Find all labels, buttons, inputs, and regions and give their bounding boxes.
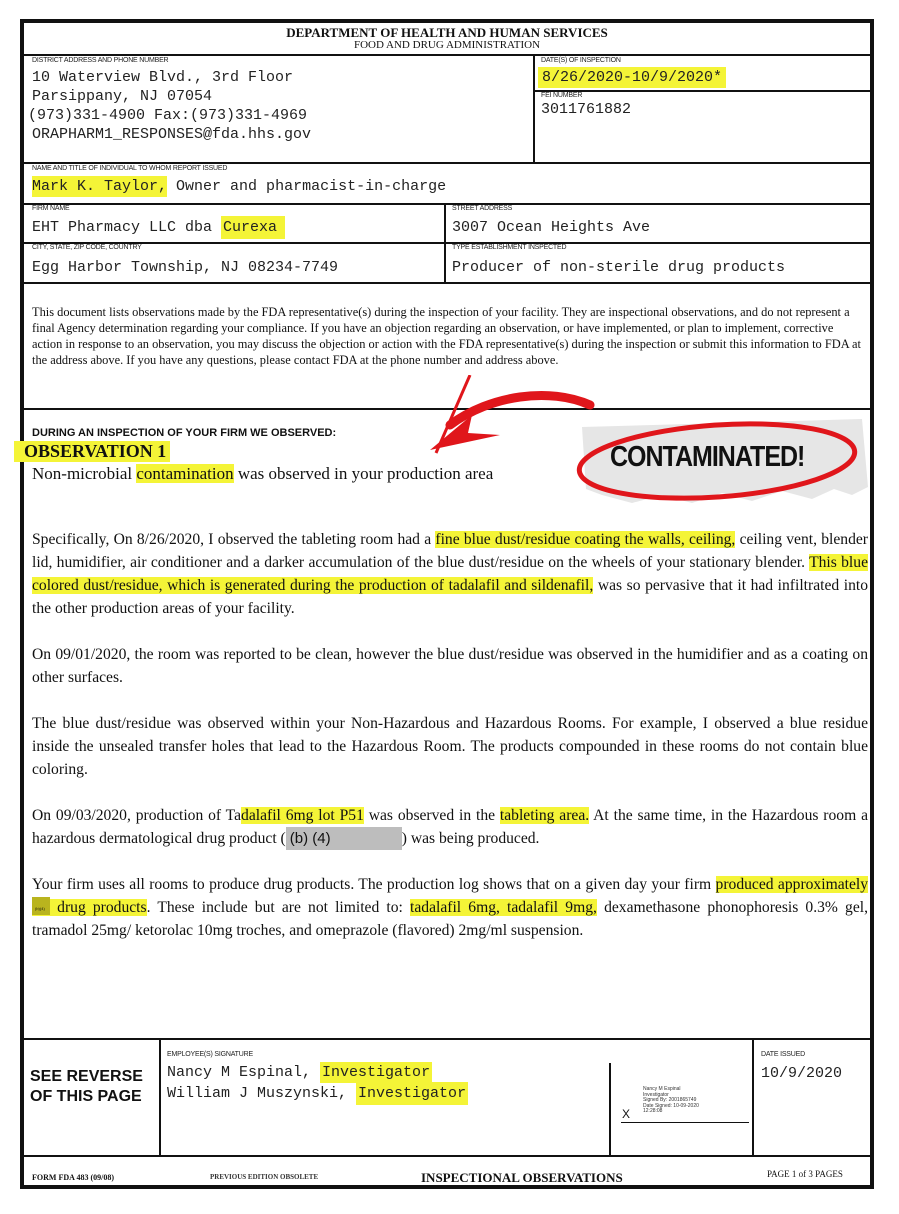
highlight: This blue colored dust/residue, which is generated during the production of tadalafil and sildenafil, bbox=[32, 554, 868, 594]
individual-title: Owner and pharmacist-in-charge bbox=[176, 178, 447, 195]
text: produced approximately bbox=[715, 876, 868, 893]
digital-signature bbox=[643, 1087, 699, 1115]
employee-2 bbox=[167, 1085, 468, 1102]
agency-title: FOOD AND DRUG ADMINISTRATION bbox=[353, 39, 541, 51]
paragraph-4 bbox=[32, 804, 868, 850]
paragraph-5 bbox=[32, 873, 868, 942]
redaction-label: (b)(4) bbox=[35, 906, 45, 911]
department-title: DEPARTMENT OF HEALTH AND HUMAN SERVICES bbox=[286, 25, 608, 40]
divider bbox=[609, 1063, 611, 1155]
footer-title: INSPECTIONAL OBSERVATIONS bbox=[421, 1170, 623, 1185]
page-number: PAGE 1 of 3 PAGES bbox=[767, 1169, 843, 1179]
sig-line: Nancy M Espinal bbox=[643, 1086, 681, 1092]
observation-title: OBSERVATION 1 bbox=[14, 441, 170, 462]
redaction-b4-small bbox=[32, 897, 50, 915]
observed-header: DURING AN INSPECTION OF YOUR FIRM WE OBSERVED: bbox=[32, 427, 337, 439]
text: At the same time, in the Hazardous room a hazardous dermatological drug product ( bbox=[32, 807, 868, 847]
redaction-b4: (b) (4) bbox=[286, 827, 402, 850]
firm-name: EHT Pharmacy LLC dba bbox=[32, 219, 213, 236]
summary-text: was observed in your production area bbox=[237, 464, 494, 483]
date-issued-value: 10/9/2020 bbox=[761, 1065, 843, 1082]
badge-label: CONTAMINATED! bbox=[610, 440, 805, 474]
highlight: tableting area. bbox=[499, 807, 590, 824]
text: Specifically, On 8/26/2020, I observed the tableting room had a bbox=[32, 531, 432, 548]
see-reverse-line: SEE REVERSE bbox=[30, 1068, 143, 1085]
district-line: Parsippany, NJ 07054 bbox=[32, 88, 213, 105]
sig-line: Investigator bbox=[643, 1091, 669, 1098]
individual-line bbox=[32, 178, 446, 195]
sig-line: Date Signed: 10-09-2020 bbox=[643, 1102, 699, 1109]
highlight: fine blue dust/residue coating the walls, ceiling, bbox=[435, 531, 736, 548]
employee-title: Investigator bbox=[356, 1082, 468, 1105]
district-label: DISTRICT ADDRESS AND PHONE NUMBER bbox=[32, 57, 169, 64]
form-number: FORM FDA 483 (09/08) bbox=[32, 1173, 114, 1182]
signature-label: EMPLOYEE(S) SIGNATURE bbox=[167, 1051, 253, 1058]
city-value: Egg Harbor Township, NJ 08234-7749 bbox=[32, 259, 339, 276]
employee-name: William J Muszynski, bbox=[167, 1085, 348, 1102]
divider bbox=[24, 203, 870, 205]
individual-label: NAME AND TITLE OF INDIVIDUAL TO WHOM REPORT ISSUED bbox=[32, 165, 228, 172]
firm-dba: Curexa bbox=[221, 216, 285, 239]
divider bbox=[24, 1038, 870, 1040]
text: was so pervasive that it had infiltrated into the other production areas of your facility. bbox=[32, 577, 868, 617]
inspection-dates-value: 8/26/2020-10/9/2020* bbox=[538, 67, 726, 88]
establishment-value: Producer of non-sterile drug products bbox=[452, 259, 786, 276]
paragraph-3: The blue dust/residue was observed within your Non-Hazardous and Hazardous Rooms. For example, I observed a blue residue inside the unsealed transfer holes that lead to the Hazardous Room. The products compounded in these rooms do not contain blue coloring. bbox=[32, 715, 868, 778]
highlight: tadalafil 6mg, tadalafil 9mg, bbox=[410, 899, 597, 916]
fei-value: 3011761882 bbox=[541, 101, 632, 118]
sig-line: Signed By: 2001865749 bbox=[643, 1097, 697, 1103]
divider bbox=[24, 282, 870, 284]
text: Your firm uses all rooms to produce drug products. The production log shows that on a given day your firm bbox=[32, 876, 712, 893]
text: ) was being produced. bbox=[401, 830, 540, 847]
employee-name: Nancy M Espinal, bbox=[167, 1064, 312, 1081]
employee-1 bbox=[167, 1064, 432, 1081]
summary-text: Non-microbial bbox=[32, 464, 133, 483]
see-reverse-note bbox=[30, 1067, 143, 1107]
signature-x-mark: X bbox=[622, 1107, 631, 1121]
divider bbox=[752, 1038, 754, 1155]
text: drug products bbox=[57, 899, 147, 916]
fei-label: FEI NUMBER bbox=[541, 92, 583, 99]
firm-line bbox=[32, 219, 285, 236]
inspection-dates-label: DATE(S) OF INSPECTION bbox=[541, 57, 621, 64]
divider bbox=[24, 54, 870, 56]
contaminated-badge bbox=[572, 415, 872, 510]
establishment-label: TYPE ESTABLISHMENT INSPECTED bbox=[452, 244, 567, 251]
divider bbox=[24, 1155, 870, 1157]
summary-highlight: contamination bbox=[136, 464, 234, 483]
divider bbox=[24, 162, 870, 164]
firm-label: FIRM NAME bbox=[32, 205, 70, 212]
employee-title: Investigator bbox=[322, 1064, 431, 1081]
text: . These include but are not limited to: bbox=[146, 899, 403, 916]
street-label: STREET ADDRESS bbox=[452, 205, 513, 212]
divider bbox=[159, 1038, 161, 1155]
text: On 09/03/2020, production of Ta bbox=[32, 807, 242, 824]
text: was observed in the bbox=[368, 807, 496, 824]
date-issued-label: DATE ISSUED bbox=[761, 1051, 805, 1058]
divider bbox=[533, 90, 870, 92]
highlight: dalafil 6mg lot P51 bbox=[241, 807, 364, 824]
fda-483-form bbox=[20, 19, 874, 1189]
text: ceiling vent, blender lid, humidifier, air conditioner and a darker accumulation of the blue dust/residue on the wheels of your stationary blender. bbox=[32, 531, 868, 571]
district-line: (973)331-4900 Fax:(973)331-4969 bbox=[28, 107, 308, 124]
text: dexamethasone phonophoresis 0.3% gel, tramadol 25mg/ ketorolac 10mg troches, and omeprazole (flavored) 2mg/ml suspension. bbox=[32, 899, 869, 939]
edition-note: PREVIOUS EDITION OBSOLETE bbox=[210, 1173, 319, 1181]
individual-name: Mark K. Taylor, bbox=[32, 178, 168, 195]
paragraph-2: On 09/01/2020, the room was reported to be clean, however the blue dust/residue was observed in the humidifier and as a coating on other surfaces. bbox=[32, 646, 868, 686]
divider bbox=[533, 54, 535, 162]
disclaimer-text: This document lists observations made by the FDA representative(s) during the inspection of your facility. They are inspectional observations, and do not represent a final Agency determination regarding your compliance. If you have an objection regarding an observation, or have implemented, or plan to implement, corrective action in response to an observation, you may discuss the objection or action with the FDA representative(s) during the inspection or submit this information to FDA at the address above. If you have any questions, please contact FDA at the phone number and address above. bbox=[32, 305, 861, 367]
district-email: ORAPHARM1_RESPONSES@fda.hhs.gov bbox=[32, 126, 312, 143]
district-line: 10 Waterview Blvd., 3rd Floor bbox=[32, 69, 294, 86]
see-reverse-line: OF THIS PAGE bbox=[30, 1088, 142, 1105]
signature-line bbox=[621, 1122, 749, 1123]
paragraph-1 bbox=[32, 528, 868, 620]
sig-line: 12:28:08 bbox=[643, 1108, 663, 1114]
city-label: CITY, STATE, ZIP CODE, COUNTRY bbox=[32, 244, 142, 251]
street-value: 3007 Ocean Heights Ave bbox=[452, 219, 651, 236]
divider bbox=[24, 242, 870, 244]
